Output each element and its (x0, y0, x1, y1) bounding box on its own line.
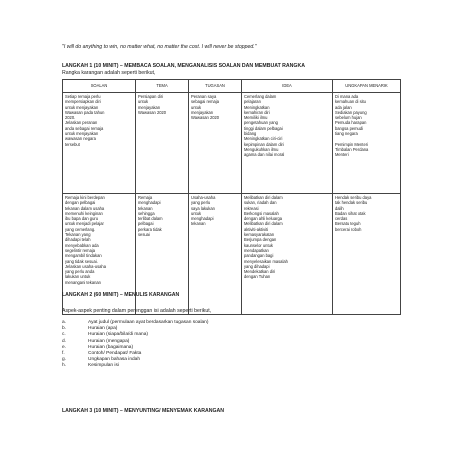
cell-line: Melibatkan diri dalam (244, 221, 283, 227)
cell-line: tinggi dalam pelbagai (244, 125, 283, 131)
cell-idea (242, 194, 333, 315)
cell-line: bidang (244, 131, 257, 137)
outline-table (62, 79, 401, 315)
cell-line: segelintir remaja (65, 247, 96, 253)
cell-line: dengan ahli keluarga (244, 216, 283, 222)
cell-idea (242, 93, 333, 194)
cell-line: Berjumpa dengan (244, 237, 277, 243)
cell-line: Peranan saya (191, 94, 217, 99)
cell-soalan (63, 93, 136, 194)
cell-line: kepimpinan dalam diri (244, 141, 284, 147)
header-tema: TEMA (136, 80, 189, 93)
cell-line: yang perlu (191, 200, 211, 206)
cell-tugasan (189, 194, 242, 315)
cell-line: mendapatkan (244, 247, 269, 253)
cell-ungkapan (333, 194, 401, 315)
list-item-text: Huraian (apa) (88, 326, 118, 332)
cell-line: Sediakan payung (335, 109, 367, 115)
cell-line: Timbalan Perdana (335, 146, 369, 152)
cell-line: dengan Tuhan (244, 274, 271, 280)
header-ungkapan: UNGKAPAN MENARIK (333, 80, 401, 93)
cell-line: perkara tidak (138, 226, 162, 232)
cell-line: Wawasan 2020 (138, 109, 167, 115)
cell-line: Menteri (335, 152, 349, 158)
table-header-row (63, 80, 401, 93)
cell-line: tersebut (65, 141, 80, 147)
cell-line: pelbagai (138, 221, 154, 227)
list-item-text: Huraian (siapa/bila/di mana) (88, 332, 148, 338)
cell-line: Di mana ada (335, 94, 359, 99)
motivational-quote: "I will do anything to win, no matter what, no matter the cost. I will never be stopped." (62, 44, 257, 50)
cell-line: memenuhi keinginan (65, 210, 103, 216)
cell-line: menangani tekanan (65, 279, 101, 285)
list-item-text: Huraian (mengapa) (88, 338, 130, 344)
cell-line: Berkongsi masalah (244, 210, 279, 216)
cell-line: 2020. (65, 115, 76, 121)
step2-heading: LANGKAH 2 (60 MINIT) – MENULIS KARANGAN (62, 292, 180, 298)
list-item (62, 363, 208, 369)
list-item-letter: d. (62, 338, 67, 344)
cell-line: Tekanan yang (65, 232, 91, 238)
cell-line: rekreasi (244, 205, 259, 211)
aspect-list (62, 320, 208, 370)
cell-line: dalih (335, 205, 344, 211)
list-item-letter: b. (62, 326, 67, 332)
cell-line: yang tidak sesuai. (65, 258, 98, 264)
cell-line: tekanan dalam usaha (65, 205, 105, 211)
cell-line: Usaha-usaha (191, 195, 216, 200)
cell-line: tekanan (191, 221, 206, 227)
step1-heading: LANGKAH 1 (10 MINIT) – MEMBACA SOALAN, MENGANALISIS SOALAN DAN MEMBUAT RANGKA (62, 63, 305, 69)
cell-line: Wawasan 2020 (191, 115, 220, 121)
list-item-text: Ungkapan bahasa indah (88, 357, 141, 363)
cell-line: pandangan bagi (244, 253, 274, 259)
cell-line: untuk menjadi pelajar (65, 221, 104, 227)
cell-line: Bersatu teguh (335, 221, 361, 227)
cell-line: Mendekatkan diri (244, 269, 276, 275)
cell-line: yang dihadapi (244, 263, 270, 269)
cell-line: sebelum hujan (335, 115, 362, 121)
cell-line: aktiviti-aktiviti (244, 226, 269, 232)
cell-line: Persiapan diri (138, 94, 164, 99)
cell-line: pelajaran (244, 99, 261, 105)
cell-line: Jelaskan usaha-usaha (65, 263, 106, 269)
list-item-letter: a. (62, 320, 67, 325)
list-item-letter: e. (62, 344, 67, 350)
cell-line: sehingga (138, 210, 155, 216)
cell-line: terlibat dalam (138, 216, 163, 222)
cell-line: Melibatkan diri dalam (244, 195, 283, 200)
cell-line: Remaja (138, 195, 153, 200)
header-soalan: SOALAN (63, 80, 136, 93)
cell-line: kemasyarakatan (244, 232, 275, 238)
cell-line: menghadapi (138, 200, 161, 206)
cell-line: dengan pelbagai (65, 200, 96, 206)
cell-line: untuk (191, 104, 202, 110)
header-idea: IDEA (242, 80, 333, 93)
cell-line: Wawasan pada tahun (65, 109, 105, 115)
cell-line: kaunselor untuk (244, 242, 273, 248)
list-item-letter: g. (62, 357, 67, 363)
cell-line: anda sebagai remaja (65, 125, 104, 131)
cell-line: Pemimpin Menteri (335, 141, 368, 147)
cell-line: Meningkatkan ciri-ciri (244, 136, 283, 142)
cell-line: bangsa pemudi (335, 125, 363, 131)
cell-line: tiang negara (335, 131, 358, 137)
cell-line: ada jalan (335, 104, 352, 110)
cell-line: Jelaskan peranan (65, 120, 98, 126)
cell-line: dihadapi telah (65, 237, 91, 243)
cell-line: saya lakukan (191, 205, 215, 211)
cell-line: Pemuda harapan (335, 120, 367, 126)
cell-line: lakukan untuk (65, 274, 91, 280)
cell-line: cerdas (335, 216, 348, 222)
cell-line: menjayakan (191, 109, 214, 115)
list-item-letter: f. (62, 351, 65, 357)
cell-line: tak hendak seribu (335, 200, 368, 206)
cell-line: ibu bapa dan guru (65, 216, 99, 222)
list-item-text: Kesimpulan isi (88, 363, 119, 369)
cell-line: sukan, riadah dan (244, 200, 277, 206)
cell-line: Hendak seribu daya (335, 195, 372, 200)
cell-line: menghadapi (191, 216, 214, 222)
cell-line: untuk menjayakan (65, 104, 99, 110)
list-item-text: Huraian (bagaimana) (88, 344, 134, 350)
cell-line: tekanan (138, 205, 153, 211)
cell-line: Memiliki ilmu (244, 115, 268, 121)
list-item-text: Ayat judul (permulaan ayat berdasarkan tugasan soalan) (88, 320, 209, 325)
cell-line: Cemerlang dalam (244, 94, 277, 99)
list-item-letter: c. (62, 332, 66, 338)
list-item-letter: h. (62, 363, 67, 369)
cell-ungkapan (333, 93, 401, 194)
cell-line: Meningkatkan (244, 104, 270, 110)
cell-line: untuk (191, 210, 202, 216)
step3-heading: LANGKAH 3 (10 MINIT) – MENYUNTING/ MENYEMAK KARANGAN (62, 408, 224, 414)
cell-line: menyebabkan ada (65, 242, 99, 248)
cell-line: menyelesaikan masalah (244, 258, 288, 264)
cell-line: agama dan nilai moral (244, 152, 285, 158)
cell-line: sesuai (138, 232, 150, 238)
cell-line: sebagai remaja (191, 99, 219, 105)
cell-line: kemahuan di situ (335, 99, 366, 105)
cell-line: untuk (138, 99, 149, 105)
list-item-text: Contoh/ Pendapat/ Fakta (88, 351, 142, 357)
step2-intro: Aspek-aspek penting dalam perenggan isi adalah seperti berikut, (62, 308, 212, 314)
cell-tema (136, 93, 189, 194)
cell-line: pengetahuan yang (244, 120, 278, 126)
cell-line: Remaja kini berdepan (65, 195, 105, 200)
header-tugasan: TUGASAN (189, 80, 242, 93)
cell-line: yang perlu anda (65, 269, 95, 275)
cell-line: Badan sihat otak (335, 210, 366, 216)
cell-line: mengambil tindakan (65, 253, 102, 259)
cell-tugasan (189, 93, 242, 194)
cell-line: untuk menjayakan (65, 131, 99, 137)
cell-line: yang cemerlang. (65, 226, 96, 232)
cell-line: bercerai roboh (335, 226, 362, 232)
cell-line: menjayakan (138, 104, 161, 110)
table-row (63, 93, 401, 194)
cell-line: kemahiran diri (244, 109, 270, 115)
cell-line: wawasan negara (65, 136, 96, 142)
step1-intro: Rangka karangan adalah seperti berikut, (62, 70, 156, 76)
cell-line: mempersiapkan diri (65, 99, 101, 105)
cell-line: Mengukuhkan ilmu (244, 146, 279, 152)
cell-line: Setiap remaja perlu (65, 94, 101, 99)
